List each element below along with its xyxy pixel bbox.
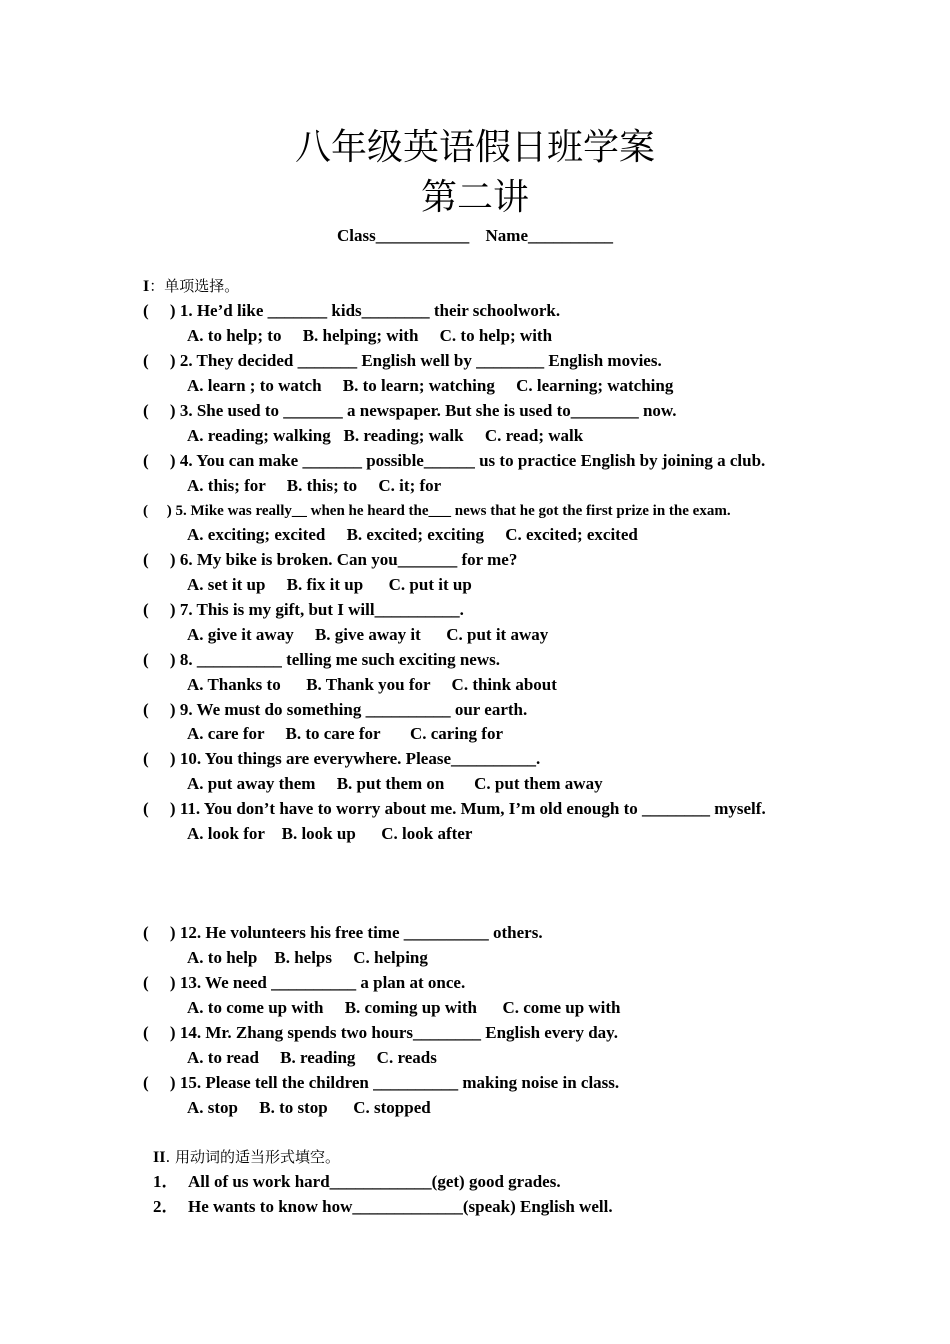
question-12: ( ) 12. He volunteers his free time __________ others. [143, 923, 543, 942]
section-1-instruction: ：单项选择。 [149, 277, 240, 295]
question-11-options: A. look for B. look up C. look after [187, 824, 473, 843]
question-10: ( ) 10. You things are everywhere. Please__________. [143, 749, 541, 768]
name-field: Name__________ [485, 226, 613, 245]
question-3-options: A. reading; walking B. reading; walk C. read; walk [187, 426, 584, 445]
section-1-heading [143, 276, 239, 297]
question-1-options: A. to help; to B. helping; with C. to help; with [187, 326, 553, 345]
question-13: ( ) 13. We need __________ a plan at once. [143, 973, 466, 992]
question-15: ( ) 15. Please tell the children __________ making noise in class. [143, 1073, 620, 1092]
fill-item-text: He wants to know how_____________(speak) English well. [188, 1197, 613, 1216]
question-14: ( ) 14. Mr. Zhang spends two hours________ English every day. [143, 1023, 618, 1042]
question-11: ( ) 11. You don’t have to worry about me. Mum, I’m old enough to ________ myself. [143, 799, 766, 818]
question-9-options: A. care for B. to care for C. caring for [187, 724, 503, 743]
question-4-options: A. this; for B. this; to C. it; for [187, 476, 442, 495]
worksheet-title: 八年级英语假日班学案 [294, 127, 655, 168]
question-6: ( ) 6. My bike is broken. Can you_______ for me? [143, 550, 518, 569]
question-14-options: A. to read B. reading C. reads [187, 1048, 437, 1067]
section-1-number: I [143, 278, 150, 295]
question-1: ( ) 1. He’d like _______ kids________ their schoolwork. [143, 301, 561, 320]
question-7-options: A. give it away B. give away it C. put it away [187, 625, 549, 644]
question-8: ( ) 8. __________ telling me such exciting news. [143, 650, 500, 669]
section-2-instruction: . 用动词的适当形式填空。 [165, 1148, 340, 1166]
question-4: ( ) 4. You can make _______ possible______ us to practice English by joining a club. [143, 451, 766, 470]
question-2: ( ) 2. They decided _______ English well by ________ English movies. [143, 351, 662, 370]
fill-item-text: All of us work hard____________(get) good grades. [188, 1172, 561, 1191]
question-5: ( ) 5. Mike was really__ when he heard the___ news that he got the first prize in the exam. [143, 503, 731, 519]
section-2-number: II [153, 1149, 166, 1166]
fill-item-2 [153, 1197, 613, 1217]
question-7: ( ) 7. This is my gift, but I will__________. [143, 600, 464, 619]
fill-item-number: 1． [153, 1172, 179, 1191]
question-12-options: A. to help B. helps C. helping [187, 948, 428, 967]
fill-item-1 [153, 1172, 561, 1192]
question-10-options: A. put away them B. put them on C. put them away [187, 774, 603, 793]
lesson-title: 第二讲 [420, 177, 529, 218]
question-8-options: A. Thanks to B. Thank you for C. think about [187, 675, 557, 694]
question-3: ( ) 3. She used to _______ a newspaper. But she is used to________ now. [143, 401, 677, 420]
question-2-options: A. learn ; to watch B. to learn; watching C. learning; watching [187, 376, 674, 395]
class-field: Class___________ [337, 226, 470, 245]
student-info-line [0, 226, 950, 246]
question-13-options: A. to come up with B. coming up with C. come up with [187, 998, 621, 1017]
question-5-options: A. exciting; excited B. excited; exciting C. excited; excited [187, 525, 638, 544]
section-2-heading [153, 1147, 340, 1168]
fill-item-number: 2． [153, 1197, 179, 1216]
question-9: ( ) 9. We must do something __________ our earth. [143, 700, 528, 719]
question-15-options: A. stop B. to stop C. stopped [187, 1098, 431, 1117]
question-6-options: A. set it up B. fix it up C. put it up [187, 575, 472, 594]
